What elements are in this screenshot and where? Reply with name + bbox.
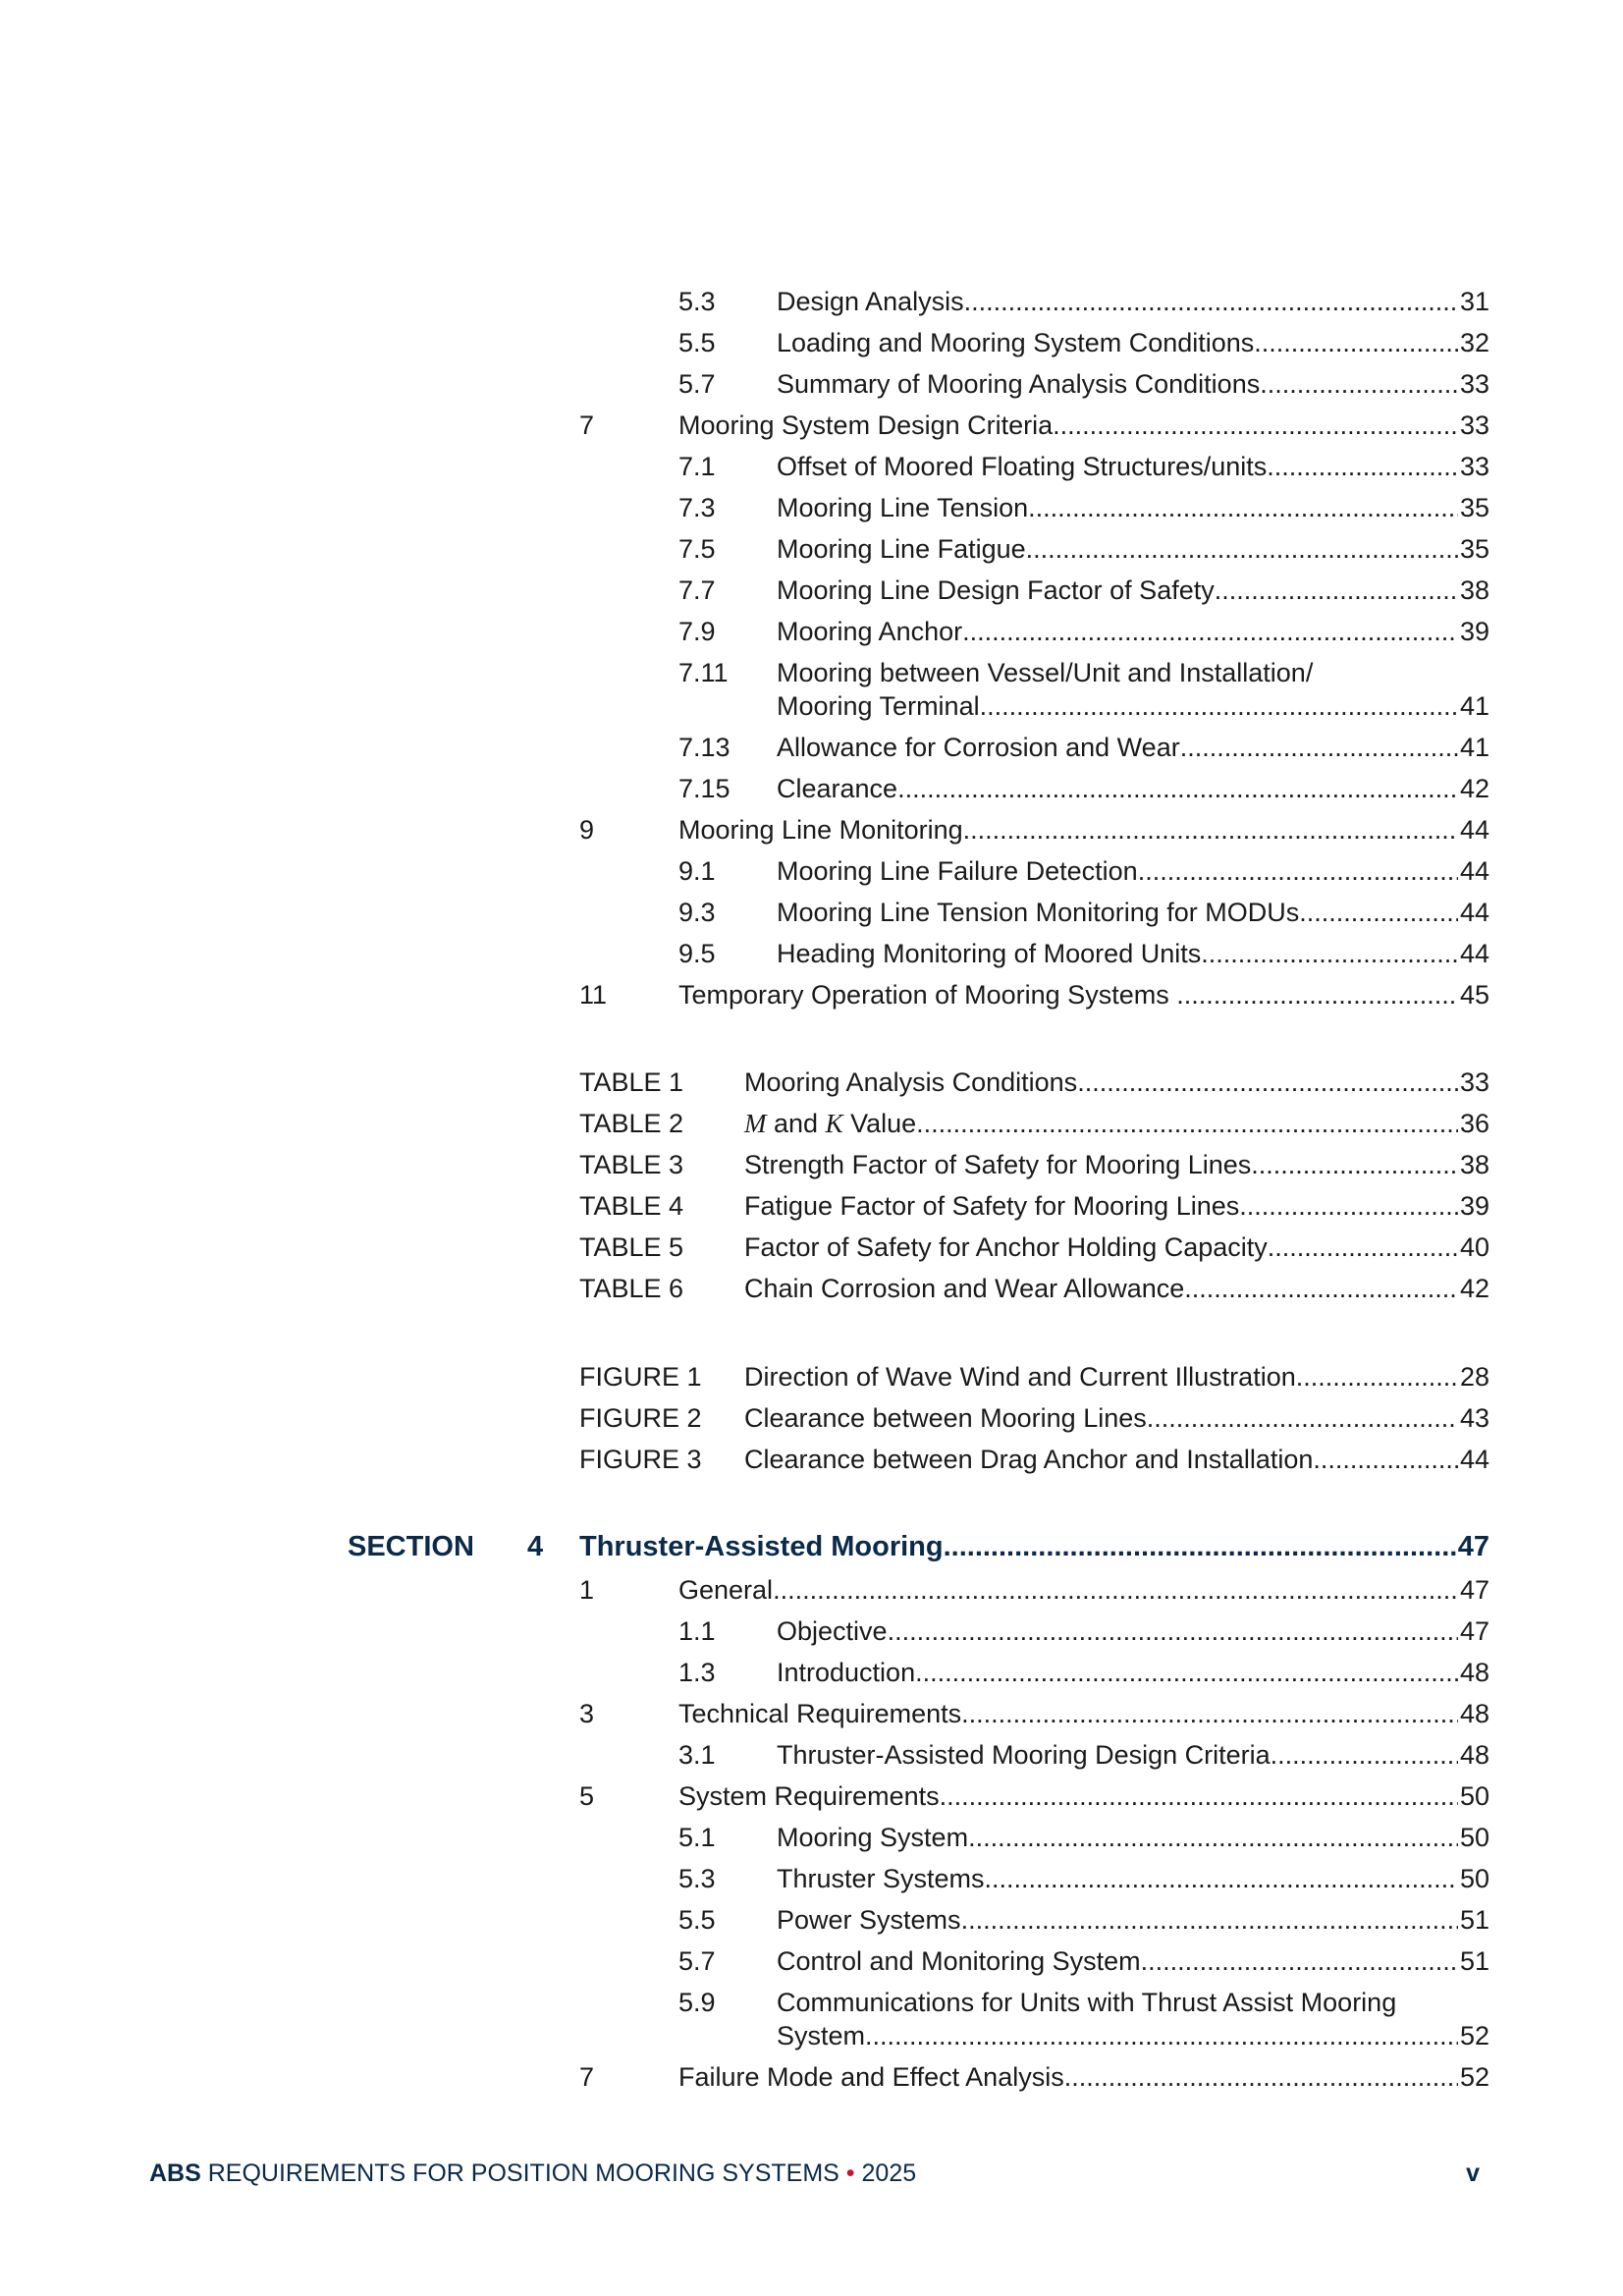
toc-table-entry[interactable]: [579, 1066, 1489, 1099]
entry-title: Clearance between Mooring Lines: [744, 1403, 1147, 1433]
leader-dots: [865, 2019, 1458, 2052]
toc-entry[interactable]: [579, 813, 1489, 847]
toc-entry[interactable]: [678, 491, 1489, 524]
entry-page: 32: [1459, 328, 1489, 357]
entry-page: 40: [1459, 1232, 1489, 1262]
leader-dots: [944, 1529, 1456, 1564]
entry-page: 33: [1459, 452, 1489, 481]
toc-entry-multiline[interactable]: [678, 656, 1489, 723]
leader-dots: [1064, 2060, 1458, 2094]
entry-title: Loading and Mooring System Conditions: [777, 328, 1255, 357]
toc-table-entry[interactable]: [579, 1148, 1489, 1181]
table-label: TABLE 3: [579, 1150, 684, 1179]
entry-title: Offset of Moored Floating Structures/units: [777, 452, 1268, 481]
page-footer: [149, 2159, 916, 2188]
leader-dots: [1077, 1066, 1458, 1099]
entry-title: Mooring System: [777, 1823, 969, 1852]
leader-dots: [1271, 1738, 1458, 1772]
entry-page: 48: [1459, 1699, 1489, 1728]
footer-brand: ABS: [149, 2159, 201, 2187]
entry-number: 5.3: [678, 287, 716, 316]
entry-title: Design Analysis: [777, 287, 964, 316]
entry-number: 1: [579, 1575, 595, 1605]
toc-entry[interactable]: [678, 450, 1489, 483]
entry-page: 44: [1459, 815, 1489, 845]
leader-dots: [1239, 1189, 1458, 1223]
table-label: TABLE 1: [579, 1067, 684, 1097]
entry-title: Mooring Line Monitoring: [678, 815, 963, 845]
entry-title: Thruster Systems: [777, 1864, 985, 1893]
leader-dots: [897, 772, 1458, 805]
figure-label: FIGURE 1: [579, 1362, 702, 1392]
entry-number: 5.7: [678, 1946, 716, 1976]
entry-number: 7.9: [678, 617, 716, 646]
entry-title: Heading Monitoring of Moored Units: [777, 939, 1202, 968]
footer-title: REQUIREMENTS FOR POSITION MOORING SYSTEMS: [200, 2159, 846, 2187]
toc-entry[interactable]: [678, 1862, 1489, 1895]
entry-number: 7.7: [678, 575, 716, 605]
entry-number: 7.15: [678, 774, 730, 803]
entry-page: 31: [1459, 287, 1489, 316]
entry-page: 44: [1459, 898, 1489, 927]
entry-page: 50: [1459, 1823, 1489, 1852]
entry-title: Power Systems: [777, 1905, 961, 1935]
section-number: 4: [527, 1531, 544, 1562]
toc-entry[interactable]: [579, 1573, 1489, 1607]
entry-number: 9.3: [678, 898, 716, 927]
entry-page: 44: [1459, 939, 1489, 968]
leader-dots: [961, 1903, 1458, 1937]
entry-number: 1.3: [678, 1658, 716, 1687]
entry-title-line1: Communications for Units with Thrust Assist Mooring: [777, 1988, 1397, 2017]
section-label: SECTION: [348, 1531, 474, 1562]
leader-dots: [963, 813, 1458, 847]
entry-title: Mooring Terminal: [777, 691, 980, 721]
entry-number: 3: [579, 1699, 595, 1728]
toc-table-entry[interactable]: [579, 1189, 1489, 1223]
leader-dots: [888, 1614, 1458, 1648]
entry-number: 7.13: [678, 733, 730, 762]
entry-page: 33: [1459, 369, 1489, 399]
toc-entry[interactable]: [678, 574, 1489, 607]
footer-page-number: v: [1466, 2159, 1480, 2187]
leader-dots: [1141, 1944, 1458, 1978]
leader-dots: [1147, 1401, 1458, 1435]
table-label: TABLE 6: [579, 1274, 684, 1303]
toc-entry[interactable]: [678, 937, 1489, 970]
entry-title: Allowance for Corrosion and Wear: [777, 733, 1180, 762]
entry-title: Thruster-Assisted Mooring Design Criteria: [777, 1740, 1271, 1770]
leader-dots: [1299, 896, 1458, 929]
entry-title-line1: Mooring between Vessel/Unit and Installation/: [777, 658, 1314, 687]
entry-title: Mooring Line Failure Detection: [777, 856, 1138, 886]
figure-label: FIGURE 3: [579, 1445, 702, 1474]
entry-title: Objective: [777, 1616, 888, 1646]
entry-title: System Requirements: [678, 1781, 940, 1811]
entry-title: Mooring Anchor: [777, 617, 963, 646]
entry-number: 7.11: [678, 658, 729, 687]
entry-number: 1.1: [678, 1616, 716, 1646]
entry-page: 39: [1459, 617, 1489, 646]
math-symbol-k: K: [825, 1109, 843, 1138]
entry-title: Clearance: [777, 774, 898, 803]
leader-dots: [1180, 731, 1458, 764]
toc-table-entry[interactable]: [579, 1272, 1489, 1305]
toc-entry[interactable]: [678, 1656, 1489, 1689]
leader-dots: [968, 1821, 1458, 1854]
entry-number: 11: [579, 980, 608, 1010]
entry-number: 5.1: [678, 1823, 716, 1852]
entry-title: Strength Factor of Safety for Mooring Lines: [744, 1150, 1252, 1179]
footer-year: 2025: [854, 2159, 917, 2187]
entry-number: 7.5: [678, 534, 716, 564]
leader-dots: [1268, 1230, 1458, 1264]
toc-figure-entry[interactable]: [579, 1443, 1489, 1476]
entry-page: 52: [1459, 2062, 1489, 2092]
leader-dots: [1028, 491, 1458, 524]
leader-dots: [964, 285, 1458, 318]
table-label: TABLE 5: [579, 1232, 684, 1262]
entry-title: Mooring System Design Criteria: [678, 410, 1054, 440]
leader-dots: [1260, 367, 1458, 401]
entry-title-and: and: [766, 1109, 826, 1138]
toc-entry[interactable]: [678, 326, 1489, 359]
section-page: 47: [1457, 1531, 1489, 1562]
entry-title-group: [744, 1107, 916, 1140]
entry-title: Summary of Mooring Analysis Conditions: [777, 369, 1261, 399]
leader-dots: [1184, 1272, 1458, 1305]
toc-table-entry[interactable]: [579, 1230, 1489, 1264]
entry-title: Chain Corrosion and Wear Allowance: [744, 1274, 1185, 1303]
toc-entry[interactable]: [678, 1614, 1489, 1648]
leader-dots: [1296, 1360, 1458, 1394]
entry-title: Mooring Line Fatigue: [777, 534, 1026, 564]
math-symbol-m: M: [744, 1109, 767, 1138]
toc-entry[interactable]: [678, 896, 1489, 929]
entry-number: 5.5: [678, 1905, 716, 1935]
leader-dots: [1026, 532, 1458, 566]
entry-page: 51: [1459, 1905, 1489, 1935]
entry-page: 42: [1459, 774, 1489, 803]
toc-entry[interactable]: [678, 1944, 1489, 1978]
leader-dots: [980, 689, 1458, 723]
toc-entry-multiline[interactable]: [678, 1986, 1489, 2052]
entry-page: 50: [1459, 1781, 1489, 1811]
entry-page: 51: [1459, 1946, 1489, 1976]
leader-dots: [1251, 1148, 1458, 1181]
toc-entry[interactable]: [579, 978, 1489, 1011]
leader-dots: [985, 1862, 1458, 1895]
toc-entry[interactable]: [678, 1821, 1489, 1854]
toc-entry[interactable]: [678, 854, 1489, 888]
entry-title: Mooring Line Tension Monitoring for MODUs: [777, 898, 1300, 927]
entry-page: 44: [1459, 856, 1489, 886]
entry-number: 7.1: [678, 452, 716, 481]
entry-title: Factor of Safety for Anchor Holding Capacity: [744, 1232, 1268, 1262]
entry-page: 39: [1459, 1191, 1489, 1221]
entry-title: Fatigue Factor of Safety for Mooring Lines: [744, 1191, 1240, 1221]
footer-bullet: •: [845, 2159, 855, 2187]
entry-page: 28: [1459, 1362, 1489, 1392]
leader-dots: [1267, 450, 1458, 483]
leader-dots: [940, 1779, 1458, 1813]
entry-page: 38: [1459, 575, 1489, 605]
entry-number: 5.7: [678, 369, 716, 399]
entry-page: 35: [1459, 493, 1489, 522]
entry-title: Introduction: [777, 1658, 916, 1687]
toc-entry[interactable]: [678, 532, 1489, 566]
entry-title: Control and Monitoring System: [777, 1946, 1141, 1976]
entry-title: System: [777, 2021, 866, 2050]
toc-entry[interactable]: [678, 731, 1489, 764]
entry-number: 5: [579, 1781, 595, 1811]
leader-dots: [1053, 409, 1458, 442]
entry-title: Temporary Operation of Mooring Systems: [678, 980, 1177, 1010]
entry-number: 9.5: [678, 939, 716, 968]
toc-entry[interactable]: [678, 615, 1489, 648]
entry-page: 33: [1459, 410, 1489, 440]
entry-number: 7.3: [678, 493, 716, 522]
entry-title: Direction of Wave Wind and Current Illustration: [744, 1362, 1296, 1392]
leader-dots: [1313, 1443, 1458, 1476]
toc-entry[interactable]: [579, 2060, 1489, 2094]
entry-number: 5.3: [678, 1864, 716, 1893]
toc-entry[interactable]: [678, 1903, 1489, 1937]
entry-number: 9: [579, 815, 595, 845]
toc-figure-entry[interactable]: [579, 1401, 1489, 1435]
entry-number: 9.1: [678, 856, 716, 886]
leader-dots: [961, 1697, 1458, 1730]
entry-title: Mooring Line Tension: [777, 493, 1029, 522]
entry-page: 52: [1459, 2021, 1489, 2050]
leader-dots: [1176, 978, 1458, 1011]
entry-number: 3.1: [678, 1740, 716, 1770]
toc-entry[interactable]: [678, 367, 1489, 401]
section-title: Thruster-Assisted Mooring: [579, 1531, 944, 1562]
entry-page: 47: [1459, 1575, 1489, 1605]
entry-title: Mooring Line Design Factor of Safety: [777, 575, 1215, 605]
entry-title: Technical Requirements: [678, 1699, 962, 1728]
entry-page: 44: [1459, 1445, 1489, 1474]
table-label: TABLE 2: [579, 1109, 684, 1138]
entry-page: 42: [1459, 1274, 1489, 1303]
entry-page: 33: [1459, 1067, 1489, 1097]
entry-title: General: [678, 1575, 774, 1605]
entry-page: 41: [1459, 733, 1489, 762]
toc-entry[interactable]: [579, 1697, 1489, 1730]
entry-page: 48: [1459, 1740, 1489, 1770]
figure-label: FIGURE 2: [579, 1403, 702, 1433]
leader-dots: [1254, 326, 1458, 359]
leader-dots: [1201, 937, 1458, 970]
entry-number: 7: [579, 2062, 595, 2092]
leader-dots: [773, 1573, 1458, 1607]
entry-number: 5.5: [678, 328, 716, 357]
leader-dots: [916, 1107, 1458, 1140]
toc-entry[interactable]: [579, 409, 1489, 442]
entry-page: 35: [1459, 534, 1489, 564]
entry-page: 45: [1459, 980, 1489, 1010]
entry-title: Clearance between Drag Anchor and Installation: [744, 1445, 1314, 1474]
table-label: TABLE 4: [579, 1191, 684, 1221]
entry-number: 5.9: [678, 1988, 716, 2017]
section-heading-entry[interactable]: [579, 1529, 1489, 1564]
entry-page: 38: [1459, 1150, 1489, 1179]
leader-dots: [915, 1656, 1458, 1689]
toc-entry[interactable]: [678, 285, 1489, 318]
entry-page: 50: [1459, 1864, 1489, 1893]
entry-title: Value: [842, 1109, 917, 1138]
leader-dots: [1138, 854, 1458, 888]
entry-page: 47: [1459, 1616, 1489, 1646]
toc-figure-entry[interactable]: [579, 1360, 1489, 1394]
entry-number: 7: [579, 410, 595, 440]
toc-entry[interactable]: [678, 1738, 1489, 1772]
entry-page: 43: [1459, 1403, 1489, 1433]
entry-page: 48: [1459, 1658, 1489, 1687]
toc-table-entry[interactable]: [579, 1107, 1489, 1140]
entry-page: 41: [1459, 691, 1489, 721]
leader-dots: [962, 615, 1458, 648]
leader-dots: [1215, 574, 1458, 607]
entry-title: Mooring Analysis Conditions: [744, 1067, 1078, 1097]
entry-title: Failure Mode and Effect Analysis: [678, 2062, 1064, 2092]
toc-entry[interactable]: [579, 1779, 1489, 1813]
toc-entry[interactable]: [678, 772, 1489, 805]
entry-page: 36: [1459, 1109, 1489, 1138]
